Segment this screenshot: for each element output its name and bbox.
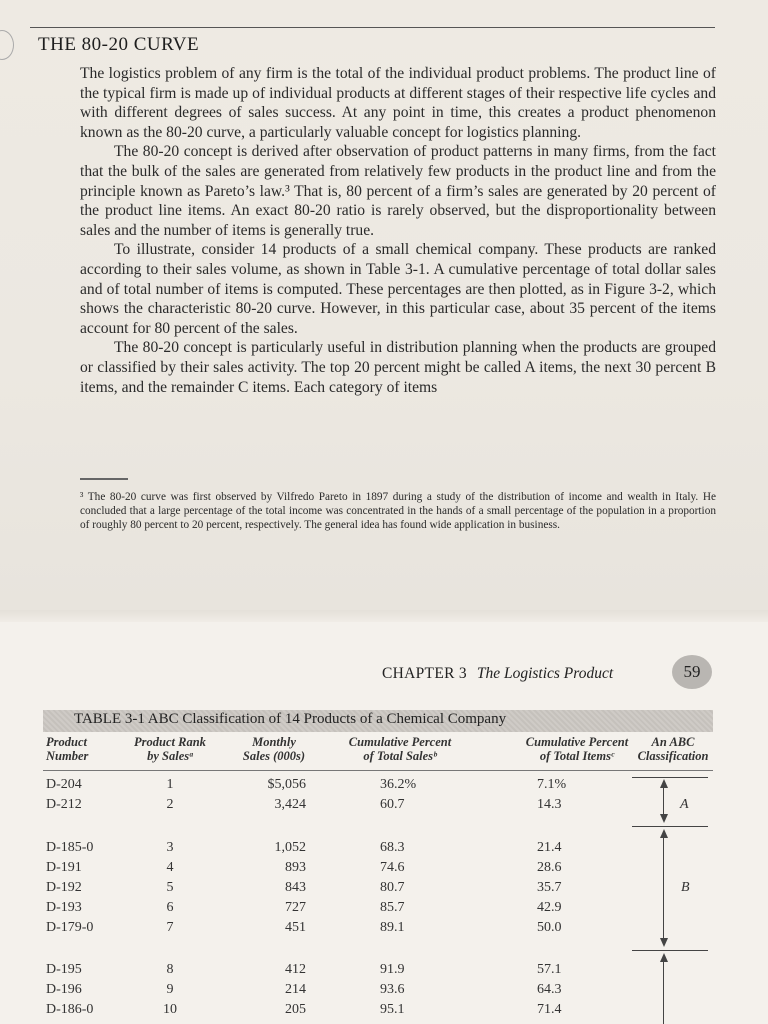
page-number: 59 (672, 655, 712, 689)
class-b-c-divider (632, 950, 708, 951)
cell-rank: 4 (166, 860, 174, 875)
cell-rank: 1 (166, 777, 174, 792)
header-line: of Total Salesᵇ (363, 749, 437, 763)
arrow-up-icon (660, 953, 668, 962)
cell-product-number: D-185-0 (46, 840, 94, 855)
cell-monthly-sales: 205 (285, 1002, 306, 1017)
cell-cumulative-sales: 85.7 (380, 900, 405, 915)
header-line: by Salesᵃ (147, 749, 193, 763)
cell-monthly-sales: 214 (285, 982, 306, 997)
cell-monthly-sales: 3,424 (274, 797, 306, 812)
header-line: Cumulative Percent (348, 735, 452, 749)
table-caption: TABLE 3-1 ABC Classification of 14 Products of a Chemical Company (74, 711, 507, 727)
cell-product-number: D-195 (46, 962, 82, 977)
cell-cumulative-sales: 91.9 (380, 962, 405, 977)
arrow-up-icon (660, 779, 668, 788)
cell-cumulative-items: 57.1 (537, 962, 562, 977)
cell-rank: 2 (166, 797, 174, 812)
header-cumulative-items (512, 735, 642, 763)
arrow-down-icon (660, 938, 668, 947)
header-abc-classification (628, 735, 718, 763)
cell-monthly-sales: $5,056 (267, 777, 306, 792)
cell-product-number: D-193 (46, 900, 82, 915)
header-line: Product (46, 735, 87, 749)
class-a-b-divider (632, 826, 708, 827)
header-rule (43, 770, 713, 771)
cell-cumulative-sales: 93.6 (380, 982, 405, 997)
cell-product-number: D-186-0 (46, 1002, 94, 1017)
cell-product-number: D-192 (46, 880, 82, 895)
cell-rank: 9 (166, 982, 174, 997)
cell-cumulative-items: 50.0 (537, 920, 562, 935)
cell-rank: 8 (166, 962, 174, 977)
cell-cumulative-items: 71.4 (537, 1002, 562, 1017)
cell-product-number: D-191 (46, 860, 82, 875)
cell-cumulative-items: 64.3 (537, 982, 562, 997)
arrow-up-icon (660, 829, 668, 838)
paragraph-4: The 80-20 concept is particularly useful in distribution planning when the products are grouped or classified by their sales activity. The top 20 percent might be called A items, the next 30 percent B items, and the remainder C items. Each category of items (80, 339, 716, 396)
cell-rank: 10 (163, 1002, 177, 1017)
header-line: Number (46, 749, 89, 763)
class-c-bracket-line (663, 960, 664, 1024)
running-head-chapter: CHAPTER 3 (382, 665, 467, 682)
paragraph-2: The 80-20 concept is derived after observation of product patterns in many firms, from the fact that the bulk of the sales are generated from relatively few products in the product line and from the principle known as Pareto’s law.³ That is, 80 percent of a firm’s sales are generated by 20 percent of the product line items. An exact 80-20 ratio is rarely observed, but the disproportionality between sales and the number of items is generally true. (80, 143, 716, 239)
header-cumulative-sales (335, 735, 465, 763)
cell-product-number: D-179-0 (46, 920, 94, 935)
cell-cumulative-sales: 36.2% (380, 777, 417, 792)
arrow-down-icon (660, 814, 668, 823)
header-line: Monthly (252, 735, 296, 749)
header-line: of Total Itemsᶜ (539, 749, 615, 763)
binding-hole-mark (0, 30, 14, 60)
cell-monthly-sales: 451 (285, 920, 306, 935)
cell-monthly-sales: 843 (285, 880, 306, 895)
cell-product-number: D-212 (46, 797, 82, 812)
class-a-top-rule (632, 777, 708, 778)
cell-monthly-sales: 1,052 (274, 840, 306, 855)
paragraph-1: The logistics problem of any firm is the total of the individual product problems. The product line of the typical firm is made up of individual products at different stages of their respective life cycles and with different degrees of sales success. At any point in time, this creates a product phenomenon known as the 80-20 curve, a particularly valuable concept for logistics planning. (80, 65, 716, 141)
cell-cumulative-sales: 74.6 (380, 860, 405, 875)
body-text (80, 64, 716, 397)
cell-cumulative-sales: 89.1 (380, 920, 405, 935)
class-b-label: B (681, 880, 690, 895)
footnote-rule (80, 478, 128, 480)
cell-cumulative-items: 35.7 (537, 880, 562, 895)
cell-cumulative-items: 14.3 (537, 797, 562, 812)
cell-cumulative-sales: 80.7 (380, 880, 405, 895)
section-title: THE 80-20 CURVE (38, 34, 200, 55)
paragraph-3: To illustrate, consider 14 products of a small chemical company. These products are ranked according to their sales volume, as shown in Table 3-1. A cumulative percentage of total dollar sales and of total number of items is computed. These percentages are then plotted, as in Figure 3-2, which shows the characteristic 80-20 curve. However, in this particular case, about 35 percent of the items account for 80 percent of the sales. (80, 241, 716, 337)
cell-cumulative-items: 21.4 (537, 840, 562, 855)
cell-monthly-sales: 412 (285, 962, 306, 977)
header-monthly-sales (232, 735, 316, 763)
header-line: Classification (637, 749, 709, 763)
class-b-bracket-line (663, 836, 664, 938)
cell-rank: 6 (166, 900, 174, 915)
header-line: Cumulative Percent (525, 735, 629, 749)
header-rule (30, 27, 715, 28)
header-line: An ABC (651, 735, 695, 749)
header-product-number (46, 735, 88, 763)
cell-cumulative-items: 42.9 (537, 900, 562, 915)
class-a-bracket-line (663, 786, 664, 814)
cell-cumulative-sales: 68.3 (380, 840, 405, 855)
class-a-label: A (680, 797, 689, 812)
cell-monthly-sales: 893 (285, 860, 306, 875)
cell-cumulative-items: 7.1% (537, 777, 567, 792)
cell-cumulative-sales: 60.7 (380, 797, 405, 812)
cell-product-number: D-204 (46, 777, 82, 792)
header-line: Sales (000s) (242, 749, 306, 763)
running-head-title: The Logistics Product (476, 665, 614, 682)
cell-cumulative-sales: 95.1 (380, 1002, 405, 1017)
cell-rank: 5 (166, 880, 174, 895)
running-head (382, 665, 613, 683)
cell-rank: 7 (166, 920, 174, 935)
cell-rank: 3 (166, 840, 174, 855)
cell-monthly-sales: 727 (285, 900, 306, 915)
header-rank (120, 735, 220, 763)
cell-product-number: D-196 (46, 982, 82, 997)
cell-cumulative-items: 28.6 (537, 860, 562, 875)
footnote: ³ The 80-20 curve was first observed by Vilfredo Pareto in 1897 during a study of the distribution of income and wealth in Italy. He concluded that a large percentage of the total income was concentrated in the hands of a small percentage of the population in a proportion of roughly 80 percent to 20 percent, respectively. The general idea has found wide application in business. (80, 491, 716, 532)
header-line: Product Rank (134, 735, 206, 749)
